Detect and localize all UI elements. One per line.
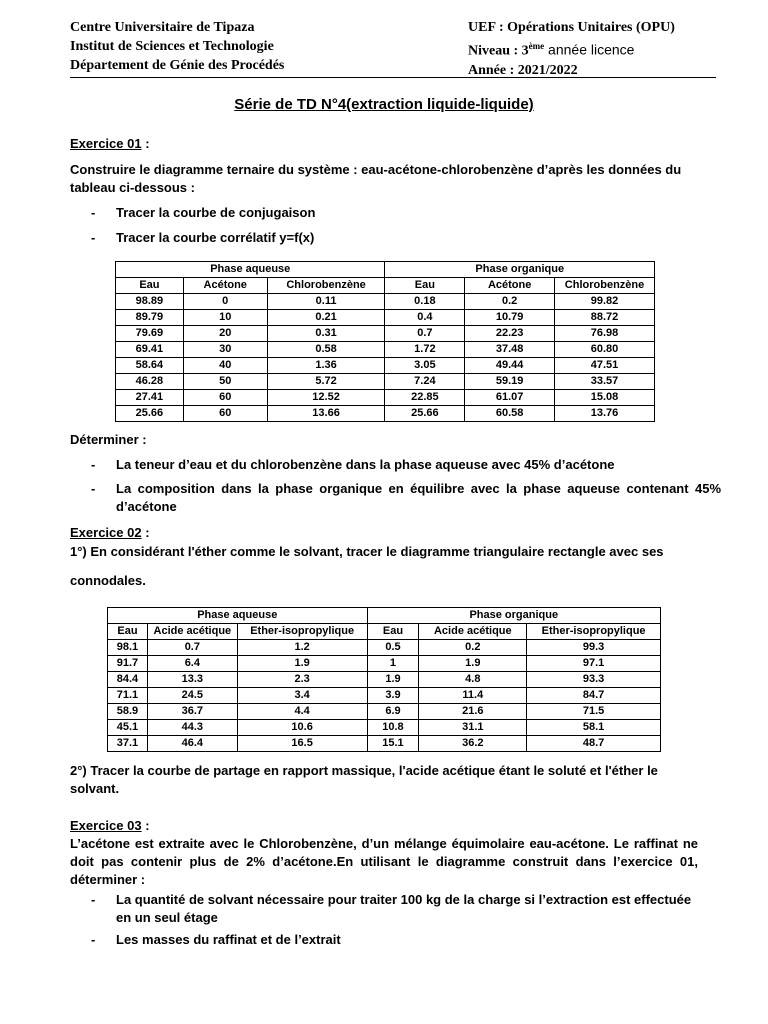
table-cell: 79.69 bbox=[116, 326, 184, 342]
group-header: Phase aqueuse bbox=[116, 262, 385, 278]
table-row bbox=[116, 326, 655, 342]
table-cell: 0.21 bbox=[267, 310, 385, 326]
ex3-heading: Exercice 03 : bbox=[70, 818, 150, 833]
table-cell: 1.36 bbox=[267, 358, 385, 374]
table-cell: 58.9 bbox=[108, 704, 148, 720]
page-title: Série de TD N°4(extraction liquide-liquide) bbox=[234, 96, 534, 113]
table-cell: 10.6 bbox=[237, 720, 367, 736]
table-cell: 22.85 bbox=[385, 390, 465, 406]
column-header: Acétone bbox=[183, 278, 267, 294]
table-cell: 25.66 bbox=[385, 406, 465, 422]
table-row bbox=[116, 406, 655, 422]
table-cell: 20 bbox=[183, 326, 267, 342]
ex2-q1-line2: connodales. bbox=[70, 573, 146, 588]
header-line: Institut de Sciences et Technologie bbox=[70, 39, 274, 54]
table-cell: 4.8 bbox=[419, 672, 527, 688]
table-cell: 60 bbox=[183, 406, 267, 422]
table-cell: 60 bbox=[183, 390, 267, 406]
table-row bbox=[116, 310, 655, 326]
table-cell: 30 bbox=[183, 342, 267, 358]
header-divider bbox=[70, 77, 716, 78]
table-cell: 61.07 bbox=[465, 390, 555, 406]
table-cell: 58.1 bbox=[527, 720, 661, 736]
header-year-line: Année : 2021/2022 bbox=[468, 62, 578, 78]
table-cell: 25.66 bbox=[116, 406, 184, 422]
table-cell: 1.2 bbox=[237, 640, 367, 656]
table-cell: 0.7 bbox=[385, 326, 465, 342]
header-line: Département de Génie des Procédés bbox=[70, 58, 285, 73]
table-cell: 76.98 bbox=[555, 326, 655, 342]
table-cell: 21.6 bbox=[419, 704, 527, 720]
group-header: Phase aqueuse bbox=[108, 608, 368, 624]
table-cell: 98.1 bbox=[108, 640, 148, 656]
table-cell: 60.58 bbox=[465, 406, 555, 422]
table-row bbox=[108, 736, 661, 752]
table-cell: 49.44 bbox=[465, 358, 555, 374]
table-cell: 0.18 bbox=[385, 294, 465, 310]
table-cell: 10 bbox=[183, 310, 267, 326]
table-cell: 1.9 bbox=[419, 656, 527, 672]
table-row bbox=[108, 640, 661, 656]
table-row bbox=[108, 688, 661, 704]
table-cell: 1 bbox=[367, 656, 419, 672]
table-cell: 0.4 bbox=[385, 310, 465, 326]
column-header: Acide acétique bbox=[147, 624, 237, 640]
table-cell: 2.3 bbox=[237, 672, 367, 688]
table-cell: 84.7 bbox=[527, 688, 661, 704]
column-header: Chlorobenzène bbox=[555, 278, 655, 294]
table-row bbox=[116, 358, 655, 374]
ex1-determine: Déterminer : bbox=[70, 432, 147, 447]
header-line: Centre Universitaire de Tipaza bbox=[70, 20, 255, 35]
table-cell: 15.1 bbox=[367, 736, 419, 752]
table-cell: 0.2 bbox=[419, 640, 527, 656]
table-cell: 31.1 bbox=[419, 720, 527, 736]
group-header: Phase organique bbox=[367, 608, 660, 624]
level-suffix: année licence bbox=[544, 41, 635, 58]
table-cell: 1.72 bbox=[385, 342, 465, 358]
column-header: Acétone bbox=[465, 278, 555, 294]
table-cell: 22.23 bbox=[465, 326, 555, 342]
column-header: Acide acétique bbox=[419, 624, 527, 640]
header-course bbox=[468, 18, 675, 80]
header-institution bbox=[70, 18, 284, 75]
table-row bbox=[116, 342, 655, 358]
table-cell: 88.72 bbox=[555, 310, 655, 326]
column-header: Ether-isopropylique bbox=[527, 624, 661, 640]
ex2-heading: Exercice 02 : bbox=[70, 525, 150, 540]
ex1-intro: Construire le diagramme ternaire du système : eau-acétone-chlorobenzène d’après les données du tableau ci-dessous : bbox=[70, 162, 682, 195]
table-cell: 37.48 bbox=[465, 342, 555, 358]
column-header: Eau bbox=[367, 624, 419, 640]
table-cell: 3.4 bbox=[237, 688, 367, 704]
table-cell: 0.5 bbox=[367, 640, 419, 656]
table-cell: 15.08 bbox=[555, 390, 655, 406]
table-cell: 6.4 bbox=[147, 656, 237, 672]
column-header: Chlorobenzène bbox=[267, 278, 385, 294]
table-cell: 0.31 bbox=[267, 326, 385, 342]
table-cell: 40 bbox=[183, 358, 267, 374]
table-cell: 97.1 bbox=[527, 656, 661, 672]
column-header: Eau bbox=[108, 624, 148, 640]
table-cell: 13.66 bbox=[267, 406, 385, 422]
table-cell: 12.52 bbox=[267, 390, 385, 406]
ex3-text: L’acétone est extraite avec le Chlorobenzène, d’un mélange équimolaire eau-acétone. Le raffinat ne doit pas contenir plus de 2% d’acétone.En utilisant le diagramme construit dans l’exercice 01, déterminer : bbox=[70, 836, 698, 887]
table-cell: 46.4 bbox=[147, 736, 237, 752]
table-cell: 13.76 bbox=[555, 406, 655, 422]
table-cell: 5.72 bbox=[267, 374, 385, 390]
table-row bbox=[108, 720, 661, 736]
table-cell: 50 bbox=[183, 374, 267, 390]
table-cell: 84.4 bbox=[108, 672, 148, 688]
table-cell: 69.41 bbox=[116, 342, 184, 358]
table-cell: 27.41 bbox=[116, 390, 184, 406]
table-cell: 0.7 bbox=[147, 640, 237, 656]
ex1-table bbox=[115, 261, 655, 422]
table-cell: 99.82 bbox=[555, 294, 655, 310]
table-cell: 99.3 bbox=[527, 640, 661, 656]
table-cell: 0.11 bbox=[267, 294, 385, 310]
table-cell: 4.4 bbox=[237, 704, 367, 720]
table-cell: 1.9 bbox=[237, 656, 367, 672]
table-cell: 59.19 bbox=[465, 374, 555, 390]
table-cell: 13.3 bbox=[147, 672, 237, 688]
table-cell: 6.9 bbox=[367, 704, 419, 720]
table-cell: 71.5 bbox=[527, 704, 661, 720]
ex1-heading: Exercice 01 : bbox=[70, 136, 150, 151]
table-cell: 10.79 bbox=[465, 310, 555, 326]
table-cell: 44.3 bbox=[147, 720, 237, 736]
table-cell: 46.28 bbox=[116, 374, 184, 390]
table-row bbox=[116, 374, 655, 390]
table-cell: 45.1 bbox=[108, 720, 148, 736]
table-cell: 89.79 bbox=[116, 310, 184, 326]
table-row bbox=[108, 704, 661, 720]
column-header: Ether-isopropylique bbox=[237, 624, 367, 640]
ex2-table bbox=[107, 607, 661, 752]
table-cell: 11.4 bbox=[419, 688, 527, 704]
table-cell: 48.7 bbox=[527, 736, 661, 752]
table-cell: 36.7 bbox=[147, 704, 237, 720]
table-cell: 1.9 bbox=[367, 672, 419, 688]
table-cell: 24.5 bbox=[147, 688, 237, 704]
table-cell: 93.3 bbox=[527, 672, 661, 688]
column-header: Eau bbox=[385, 278, 465, 294]
table-cell: 58.64 bbox=[116, 358, 184, 374]
level-prefix: Niveau : 3 bbox=[468, 43, 529, 59]
table-cell: 16.5 bbox=[237, 736, 367, 752]
table-cell: 0.58 bbox=[267, 342, 385, 358]
table-row bbox=[108, 656, 661, 672]
table-cell: 0.2 bbox=[465, 294, 555, 310]
header-course-line: UEF : Opérations Unitaires (OPU) bbox=[468, 20, 675, 35]
level-sup: ème bbox=[528, 41, 545, 51]
table-cell: 47.51 bbox=[555, 358, 655, 374]
table-cell: 91.7 bbox=[108, 656, 148, 672]
table-cell: 36.2 bbox=[419, 736, 527, 752]
group-header: Phase organique bbox=[385, 262, 655, 278]
table-cell: 37.1 bbox=[108, 736, 148, 752]
table-cell: 3.9 bbox=[367, 688, 419, 704]
table-cell: 3.05 bbox=[385, 358, 465, 374]
table-row bbox=[108, 672, 661, 688]
table-cell: 33.57 bbox=[555, 374, 655, 390]
table-cell: 60.80 bbox=[555, 342, 655, 358]
table-cell: 71.1 bbox=[108, 688, 148, 704]
table-cell: 10.8 bbox=[367, 720, 419, 736]
table-row bbox=[116, 294, 655, 310]
table-row bbox=[116, 390, 655, 406]
table-cell: 98.89 bbox=[116, 294, 184, 310]
header-level-line bbox=[468, 37, 675, 61]
ex2-q1-line1: 1°) En considérant l'éther comme le solvant, tracer le diagramme triangulaire rectangle avec ses bbox=[70, 544, 664, 559]
table-cell: 0 bbox=[183, 294, 267, 310]
ex2-q2: 2°) Tracer la courbe de partage en rapport massique, l'acide acétique étant le soluté et l'éther le solvant. bbox=[70, 763, 658, 796]
table-cell: 7.24 bbox=[385, 374, 465, 390]
column-header: Eau bbox=[116, 278, 184, 294]
